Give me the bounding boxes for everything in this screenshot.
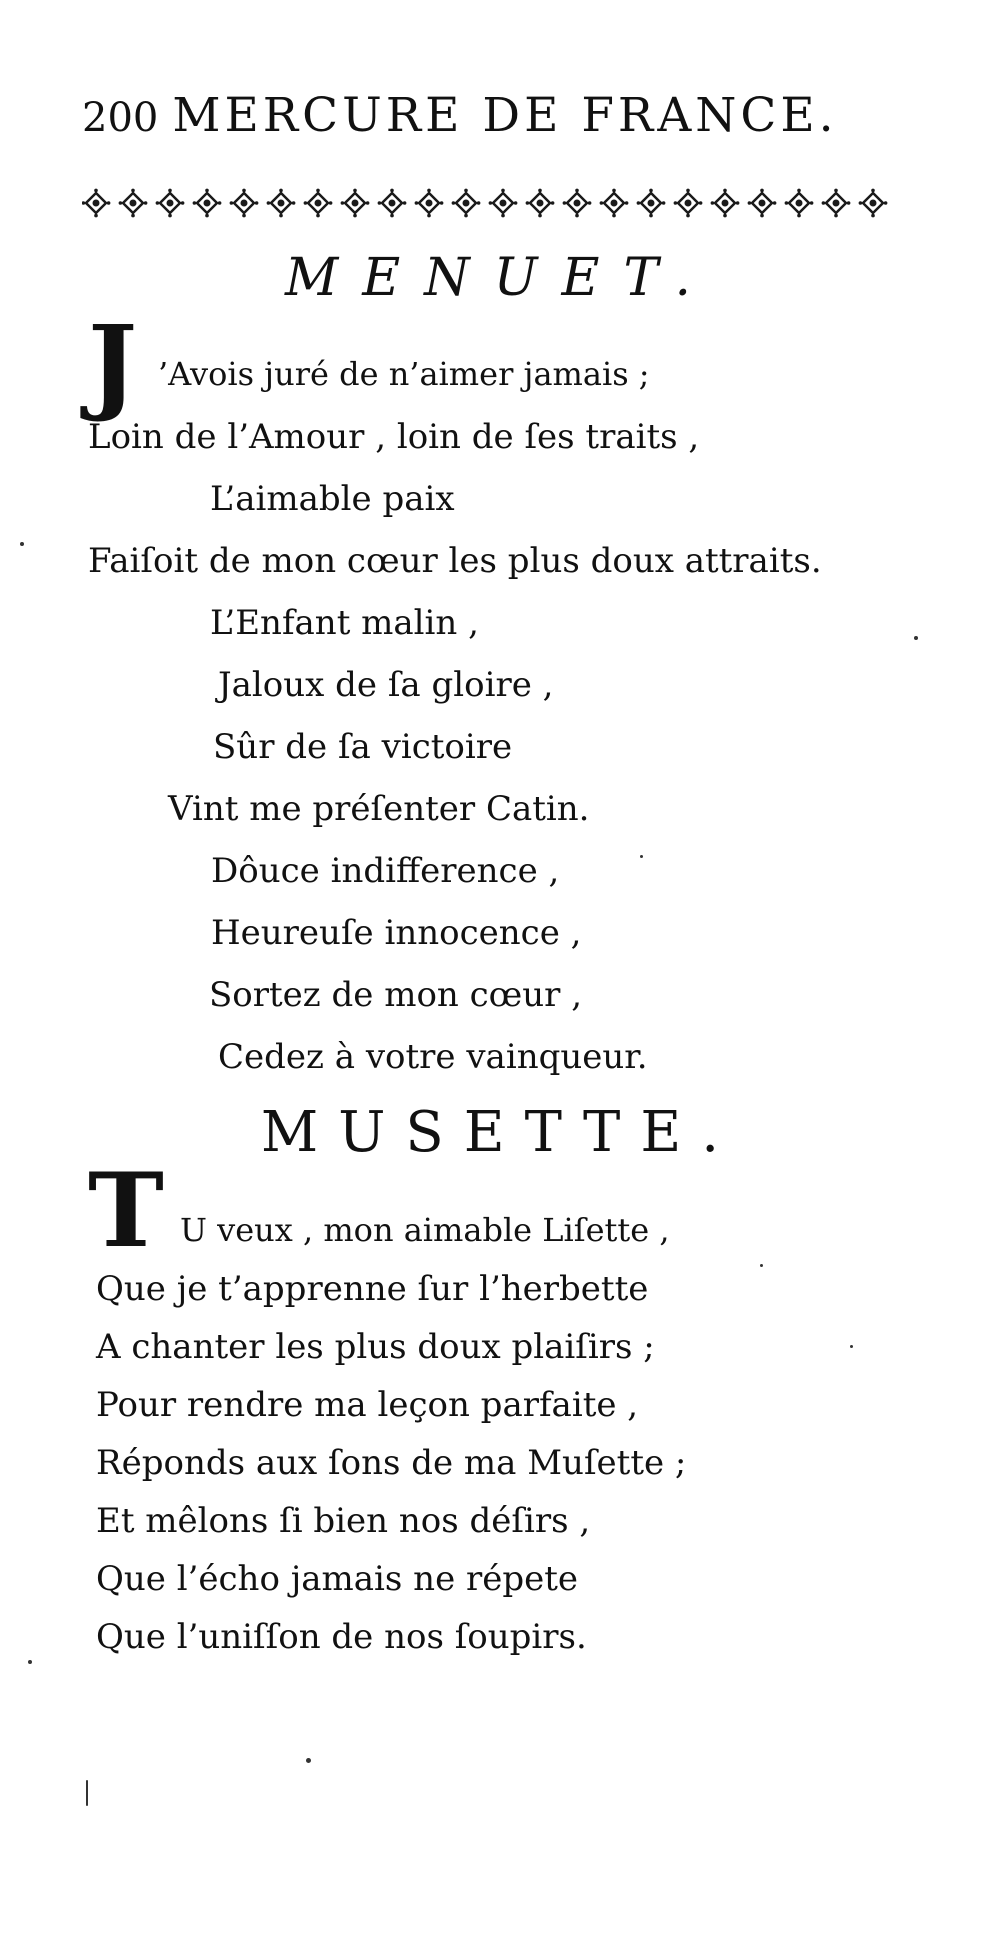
fleuron-icon xyxy=(82,189,110,218)
musette-line-5: Réponds aux ſons de ma Muſette ; xyxy=(96,1443,687,1483)
fleuron-icon xyxy=(378,189,407,218)
scan-speck xyxy=(20,542,24,546)
scan-speck xyxy=(28,1660,32,1664)
musette-dropcap: T xyxy=(88,1151,164,1271)
fleuron-icon xyxy=(822,189,851,218)
fleuron-icon xyxy=(489,189,518,218)
menuet-line-3: L’aimable paix xyxy=(210,479,455,519)
scan-speck xyxy=(760,1264,763,1267)
fleuron-icon xyxy=(304,189,333,218)
fleuron-icon xyxy=(600,189,629,218)
menuet-line-11: Sortez de mon cœur , xyxy=(209,975,583,1015)
musette-line-3: A chanter les plus doux plaiſirs ; xyxy=(96,1327,655,1367)
menuet-line-4: Faiſoit de mon cœur les plus doux attraits. xyxy=(88,541,822,581)
fleuron-icon xyxy=(859,189,888,218)
fleuron-icon xyxy=(193,189,222,218)
musette-line-1: U veux , mon aimable Liſette , xyxy=(180,1211,670,1249)
menuet-line-8: Vint me préſenter Catin. xyxy=(168,789,590,829)
musette-line-2: Que je t’apprenne ſur l’herbette xyxy=(96,1269,649,1309)
menuet-line-7: Sûr de ſa victoire xyxy=(213,727,513,767)
menuet-line-10: Heureuſe innocence , xyxy=(211,913,582,953)
fleuron-icon xyxy=(674,189,703,218)
menuet-line-9: Dôuce indifference , xyxy=(211,851,560,891)
menuet-line-6: Jaloux de ſa gloire , xyxy=(218,665,554,705)
scan-speck xyxy=(306,1758,311,1763)
fleuron-icon xyxy=(156,189,185,218)
fleuron-row-icon xyxy=(82,183,922,223)
menuet-line-12: Cedez à votre vainqueur. xyxy=(218,1037,648,1077)
menuet-title: MENUET. xyxy=(284,248,716,308)
fleuron-icon xyxy=(267,189,296,218)
fleuron-icon xyxy=(748,189,777,218)
fleuron-icon xyxy=(452,189,481,218)
scan-speck xyxy=(850,1345,853,1348)
scan-speck xyxy=(86,1780,88,1806)
fleuron-icon xyxy=(563,189,592,218)
fleuron-icon xyxy=(230,189,259,218)
scan-speck xyxy=(914,636,918,640)
journal-title: MERCURE DE FRANCE. xyxy=(172,88,838,143)
musette-line-8: Que l’uniſſon de nos ſoupirs. xyxy=(96,1617,587,1657)
scan-speck xyxy=(640,855,643,858)
fleuron-icon xyxy=(341,189,370,218)
musette-title: MUSETTE. xyxy=(260,1100,740,1165)
menuet-line-2: Loin de l’Amour , loin de ſes traits , xyxy=(88,417,700,457)
musette-line-6: Et mêlons ſi bien nos déſirs , xyxy=(96,1501,591,1541)
page-number: 200 xyxy=(82,95,159,141)
fleuron-icon xyxy=(637,189,666,218)
menuet-dropcap: J xyxy=(88,302,138,425)
fleuron-icon xyxy=(119,189,148,218)
fleuron-icon xyxy=(711,189,740,218)
running-head xyxy=(82,88,882,143)
menuet-line-5: L’Enfant malin , xyxy=(210,603,479,643)
musette-line-7: Que l’écho jamais ne répete xyxy=(96,1559,579,1599)
menuet-line-1: ’Avois juré de n’aimer jamais ; xyxy=(158,355,650,393)
fleuron-icon xyxy=(526,189,555,218)
musette-line-4: Pour rendre ma leçon parfaite , xyxy=(96,1385,639,1425)
fleuron-icon xyxy=(415,189,444,218)
fleuron-icon xyxy=(785,189,814,218)
